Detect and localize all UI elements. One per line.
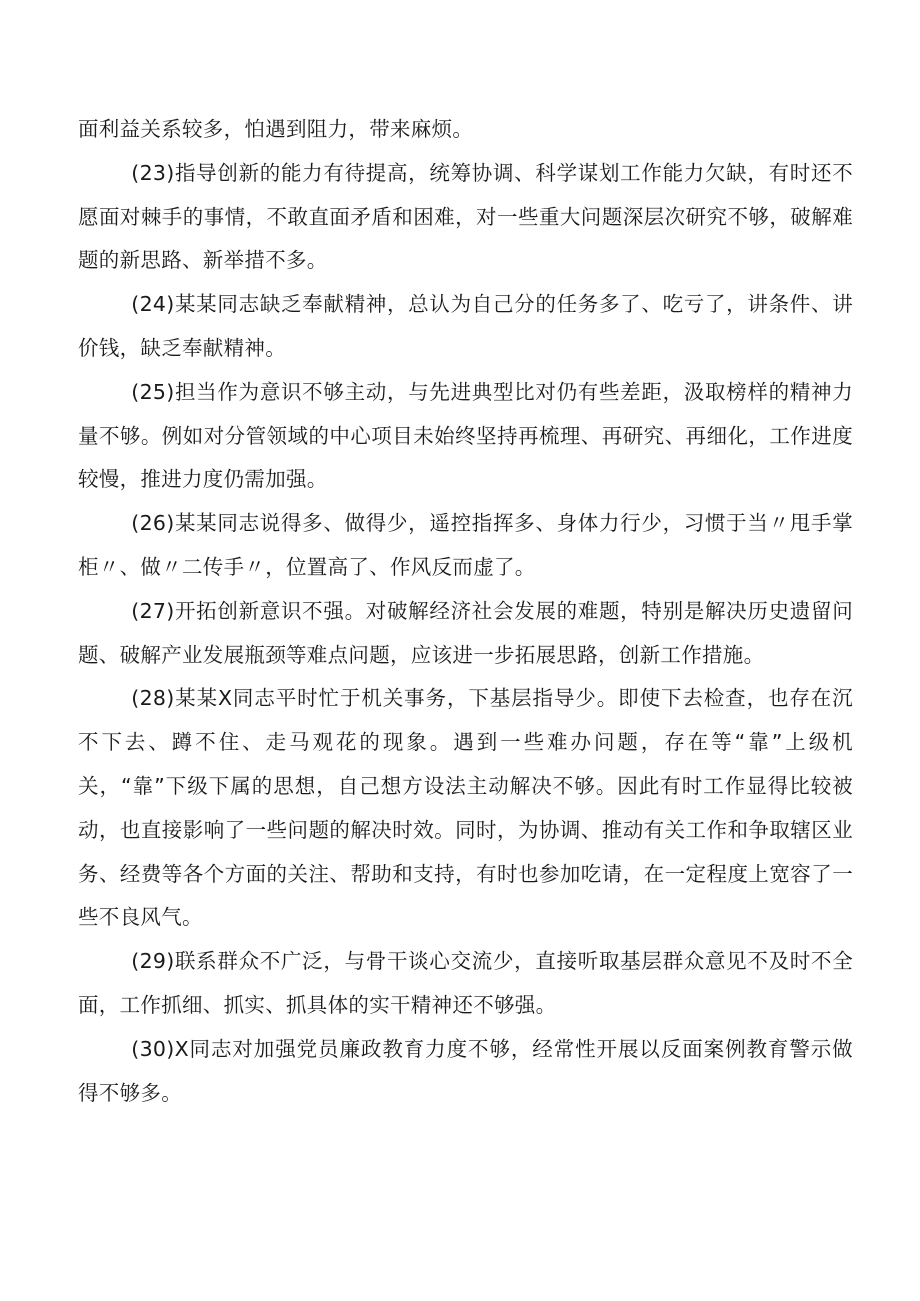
document-body bbox=[78, 108, 853, 1115]
paragraph-30: (30)X同志对加强党员廉政教育力度不够，经常性开展以反面案例教育警示做得不够多。 bbox=[78, 1036, 853, 1105]
paragraph-29: (29)联系群众不广泛，与骨干谈心交流少，直接听取基层群众意见不及时不全面，工作抓细、抓实、抓具体的实干精神还不够强。 bbox=[78, 949, 853, 1017]
paragraph-24: (24)某某同志缺乏奉献精神，总认为自己分的任务多了、吃亏了，讲条件、讲价钱，缺乏奉献精神。 bbox=[78, 292, 853, 360]
paragraph-27: (27)开拓创新意识不强。对破解经济社会发展的难题，特别是解决历史遗留问题、破解产业发展瓶颈等难点问题，应该进一步拓展思路，创新工作措施。 bbox=[78, 598, 853, 667]
paragraph-continuation: 面利益关系较多，怕遇到阻力，带来麻烦。 bbox=[78, 117, 474, 141]
paragraph-25: (25)担当作为意识不够主动，与先进典型比对仍有些差距，汲取榜样的精神力量不够。例如对分管领域的中心项目未始终坚持再梳理、再研究、再细化，工作进度较慢，推进力度仍需加强。 bbox=[78, 379, 853, 492]
paragraph-23: (23)指导创新的能力有待提高，统筹协调、科学谋划工作能力欠缺，有时还不愿面对棘手的事情，不敢直面矛盾和困难，对一些重大问题深层次研究不够，破解难题的新思路、新举措不多。 bbox=[78, 160, 853, 273]
paragraph-26: (26)某某同志说得多、做得少，遥控指挥多、身体力行少，习惯于当〃甩手掌柜〃、做〃二传手〃，位置高了、作风反而虚了。 bbox=[78, 511, 853, 579]
paragraph-28: (28)某某X同志平时忙于机关事务，下基层指导少。即使下去检查，也存在沉不下去、蹲不住、走马观花的现象。遇到一些难办问题，存在等“靠”上级机关，“靠”下级下属的思想，自己想方设法主动解决不够。因此有时工作显得比较被动，也直接影响了一些问题的解决时效。同时，为协调、推动有关工作和争取辖区业务、经费等各个方面的关注、帮助和支持，有时也参加吃请，在一定程度上宽容了一些不良风气。 bbox=[78, 686, 853, 930]
